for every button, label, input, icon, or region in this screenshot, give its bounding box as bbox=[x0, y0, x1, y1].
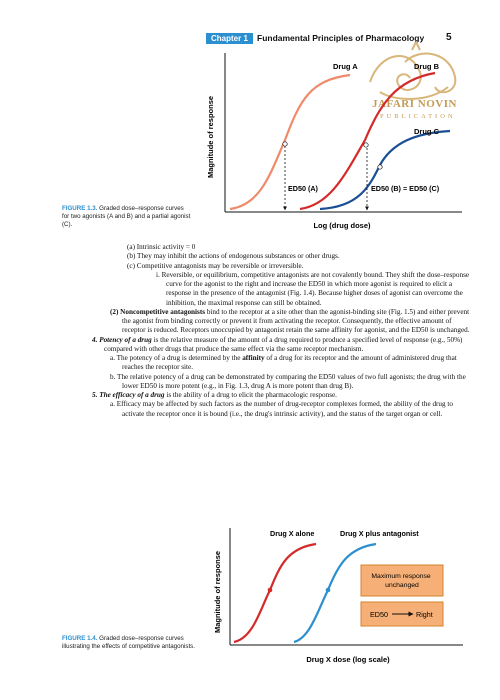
section-4a-post: of a drug for its receptor and the amount of administered drug that reaches the receptor site. bbox=[122, 354, 457, 372]
efficacy-term: 5. The efficacy of a drug bbox=[92, 391, 165, 399]
figure-1-3-label: FIGURE 1.3. bbox=[62, 205, 98, 212]
figure-1-4-caption bbox=[62, 635, 202, 651]
logo-name: JAFARI NOVIN bbox=[372, 98, 457, 110]
figure-1-4-graph bbox=[208, 520, 473, 695]
chapter-tag: Chapter 1 bbox=[206, 33, 253, 44]
item-a-intrinsic: (a) Intrinsic activity = 0 bbox=[127, 243, 196, 251]
x-axis-label: Log (drug dose) bbox=[313, 221, 371, 230]
figure-1-3-caption-text: Graded dose–response curves for two agonists (A and B) and a partial agonist (C). bbox=[62, 205, 191, 228]
ed50-point-antagonist bbox=[326, 588, 331, 593]
section-4a-pre: a. The potency of a drug is determined by the bbox=[110, 354, 241, 362]
label-ed50-bc: ED50 (B) = ED50 (C) bbox=[371, 184, 440, 193]
item-i-reversible: i. Reversible, or equilibrium, competitive antagonists are not covalently bound. They shift the dose–response curve for the agonist to the right and increase the ED50 in which more agonist is required to elicit a response in the presence of the antagonist (Fig. 1.4). Because higher doses of agonist can overcome the inhibition, the maximal response can still be obtained. bbox=[156, 270, 470, 307]
item-c-reversible: (c) Competitive antagonists may be reversible or irreversible. bbox=[127, 261, 304, 270]
affinity-term: affinity bbox=[242, 354, 265, 362]
ed50-point-alone bbox=[268, 588, 273, 593]
curve-drug-x-alone bbox=[234, 544, 316, 642]
section-4a bbox=[92, 354, 472, 373]
item-b-block: (b) They may inhibit the actions of endogenous substances or other drugs. bbox=[127, 252, 340, 261]
noncompetitive-text: bind to the receptor at a site other than the agonist-binding site (Fig. 1.5) and either prevent the agonist from binding correctly or prevent it from activating the receptor. Consequently, the effective amount of receptor is reduced. Receptors unoccupied by antagonist retain the same affinity for agonist, and the ED50 is unchanged. bbox=[122, 307, 470, 335]
label-drug-c: Drug C bbox=[414, 127, 439, 136]
noncompetitive-term: (2) Noncompetitive antagonists bbox=[110, 307, 206, 316]
page-number: 5 bbox=[446, 32, 452, 43]
logo-subtitle: PUBLICATION bbox=[380, 113, 456, 120]
label-drug-b: Drug B bbox=[414, 62, 439, 71]
body-text bbox=[92, 243, 472, 419]
potency-term: 4. Potency of a drug bbox=[92, 335, 152, 344]
box-right-label: Right bbox=[416, 610, 433, 619]
curve-drug-c bbox=[320, 131, 450, 209]
figure-1-4-caption-text: Graded dose–response curves illustrating the effects of competitive antagonists. bbox=[62, 635, 195, 650]
box-max-response bbox=[361, 565, 443, 596]
figure-1-3-caption bbox=[62, 205, 192, 229]
box-max-response-text: Maximum response unchanged bbox=[371, 573, 431, 589]
section-4-potency bbox=[92, 336, 472, 355]
box-ed50-label: ED50 bbox=[370, 610, 388, 619]
potency-text: is the relative measure of the amount of a drug required to produce a specified level of response (e.g., 50%) compared with other drugs that produce the same effect via the same receptor mechanism. bbox=[104, 335, 463, 353]
efficacy-text: is the ability of a drug to elicit the pharmacologic response. bbox=[166, 391, 337, 399]
figure-1-3-graph bbox=[200, 45, 470, 245]
y-axis-label: Magnitude of response bbox=[206, 95, 215, 179]
label-drug-a: Drug A bbox=[333, 62, 358, 71]
label-drug-x-alone: Drug X alone bbox=[270, 529, 315, 538]
section-5a: a. Efficacy may be affected by such factors as the number of drug-receptor complexes formed, the ability of the drug to activate the receptor once it is bound (i.e., the drug's intrinsic activity), and the status of the target organ or cell. bbox=[110, 400, 454, 418]
figure-1-4-label: FIGURE 1.4. bbox=[62, 635, 98, 642]
item-2-noncompetitive bbox=[92, 308, 472, 336]
x-axis-label: Drug X dose (log scale) bbox=[306, 655, 390, 664]
y-axis-label: Magnitude of response bbox=[213, 550, 222, 634]
running-title: Fundamental Principles of Pharmacology bbox=[257, 33, 425, 43]
section-4b: b. The relative potency of a drug can be demonstrated by comparing the ED50 values of two full agonists; the drug with the lower ED50 is more potent (e.g., in Fig. 1.3, drug A is more potent than drug B). bbox=[110, 372, 466, 390]
label-drug-x-antagonist: Drug X plus antagonist bbox=[340, 529, 419, 538]
label-ed50-a: ED50 (A) bbox=[288, 184, 318, 193]
section-5-efficacy bbox=[92, 391, 472, 400]
